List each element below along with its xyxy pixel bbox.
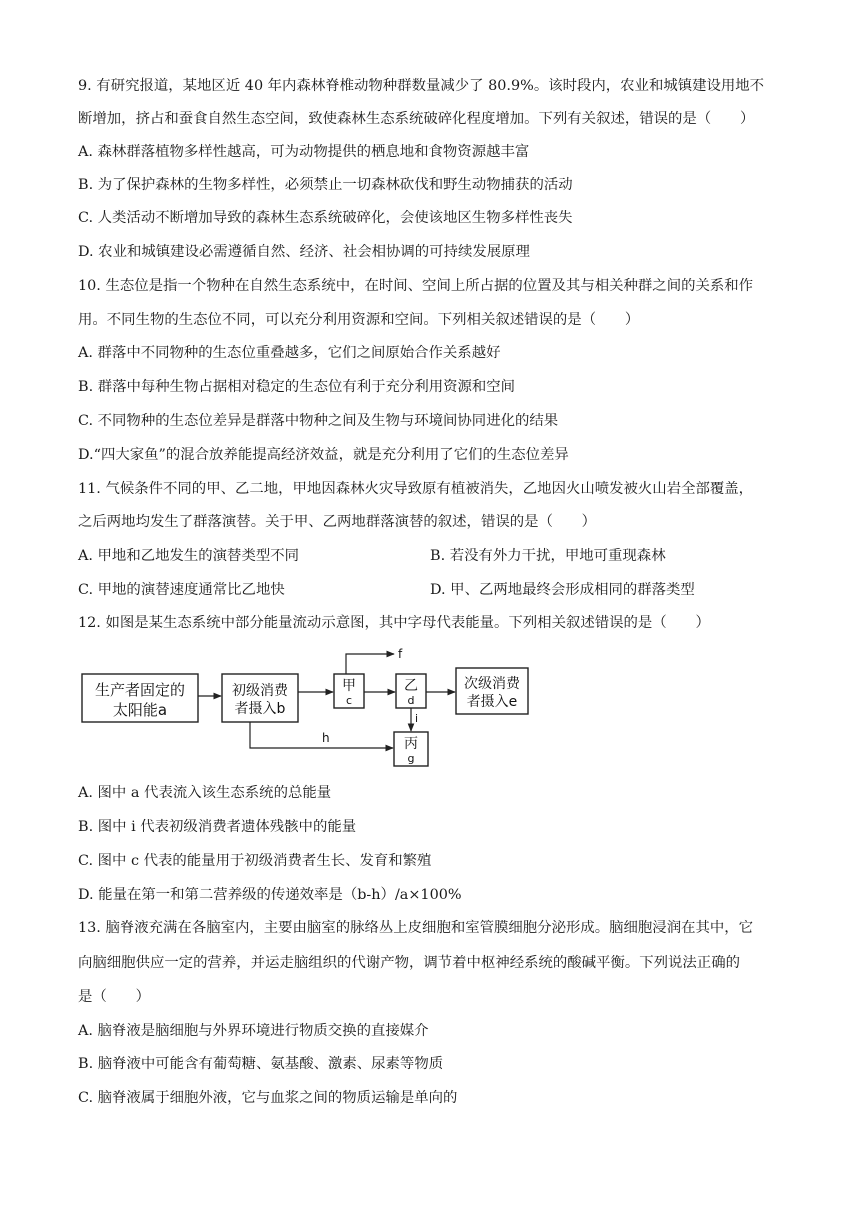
q9-stem-line1: 9. 有研究报道，某地区近 40 年内森林脊椎动物种群数量减少了 80.9%。该时段内，农业和城镇建设用地不 xyxy=(78,78,765,94)
label-h: h xyxy=(322,731,330,745)
yi-box xyxy=(396,674,426,708)
q12-option-b: B. 图中 i 代表初级消费者遗体残骸中的能量 xyxy=(78,819,357,835)
jia-box xyxy=(334,674,364,708)
q11-option-b: B. 若没有外力干扰，甲地可重现森林 xyxy=(430,548,666,564)
q13-stem-line1: 13. 脑脊液充满在各脑室内，主要由脑室的脉络丛上皮细胞和室管膜细胞分泌形成。脑细胞浸润在其中，它 xyxy=(78,920,754,936)
q9-stem-line2: 断增加，挤占和蚕食自然生态空间，致使森林生态系统破碎化程度增加。下列有关叙述，错误的是（ ） xyxy=(78,111,755,127)
q13-option-b: B. 脑脊液中可能含有葡萄糖、氨基酸、激素、尿素等物质 xyxy=(78,1056,444,1072)
q10-stem-line2: 用。不同生物的生态位不同，可以充分利用资源和空间。下列相关叙述错误的是（ ） xyxy=(78,312,640,328)
label-i: i xyxy=(415,712,419,725)
q13-option-a: A. 脑脊液是脑细胞与外界环境进行物质交换的直接媒介 xyxy=(78,1023,429,1039)
arrow-jia-to-f xyxy=(346,654,394,674)
jia-energy-c: c xyxy=(345,694,353,707)
energy-flow-diagram xyxy=(78,640,548,775)
secondary-consumer-label-line2: 者摄入e xyxy=(466,694,518,710)
q10-option-d: D.“四大家鱼”的混合放养能提高经济效益，就是充分利用了它们的生态位差异 xyxy=(78,447,569,463)
bing-label: 丙 xyxy=(404,736,418,752)
primary-consumer-label-line2: 者摄入b xyxy=(234,701,286,717)
q10-stem-line1: 10. 生态位是指一个物种在自然生态系统中，在时间、空间上所占据的位置及其与相关种群之间的关系和作 xyxy=(78,278,754,294)
q11-option-d: D. 甲、乙两地最终会形成相同的群落类型 xyxy=(430,582,695,598)
q9-option-a: A. 森林群落植物多样性越高，可为动物提供的栖息地和食物资源越丰富 xyxy=(78,144,530,160)
bing-energy-g: g xyxy=(407,752,415,765)
q10-option-b: B. 群落中每种生物占据相对稳定的生态位有利于充分利用资源和空间 xyxy=(78,379,516,395)
q11-stem-line1: 11. 气候条件不同的甲、乙二地，甲地因森林火灾导致原有植被消失，乙地因火山喷发被火山岩全部覆盖， xyxy=(78,481,754,497)
q11-option-a: A. 甲地和乙地发生的演替类型不同 xyxy=(78,548,300,564)
yi-energy-d: d xyxy=(407,694,415,707)
label-f: f xyxy=(398,647,403,661)
producer-label-line2: 太阳能a xyxy=(112,701,168,719)
q12-option-a: A. 图中 a 代表流入该生态系统的总能量 xyxy=(78,785,332,801)
q9-option-b: B. 为了保护森林的生物多样性，必须禁止一切森林砍伐和野生动物捕获的活动 xyxy=(78,177,573,193)
yi-label: 乙 xyxy=(404,678,418,694)
q10-option-c: C. 不同物种的生态位差异是群落中物种之间及生物与环境间协同进化的结果 xyxy=(78,413,559,429)
producer-label-line1: 生产者固定的 xyxy=(94,681,186,699)
q11-option-c: C. 甲地的演替速度通常比乙地快 xyxy=(78,582,285,598)
bing-box xyxy=(394,732,428,766)
q9-option-d: D. 农业和城镇建设必需遵循自然、经济、社会相协调的可持续发展原理 xyxy=(78,244,530,260)
q13-stem-line3: 是（ ） xyxy=(78,989,150,1005)
q9-option-c: C. 人类活动不断增加导致的森林生态系统破碎化，会使该地区生物多样性丧失 xyxy=(78,210,573,226)
secondary-consumer-box xyxy=(456,668,528,714)
q12-option-c: C. 图中 c 代表的能量用于初级消费者生长、发育和繁殖 xyxy=(78,853,432,869)
primary-consumer-label-line1: 初级消费 xyxy=(232,683,288,699)
q10-option-a: A. 群落中不同物种的生态位重叠越多，它们之间原始合作关系越好 xyxy=(78,345,501,361)
q12-stem: 12. 如图是某生态系统中部分能量流动示意图，其中字母代表能量。下列相关叙述错误的是（ ） xyxy=(78,615,710,631)
q12-option-d: D. 能量在第一和第二营养级的传递效率是（b-h）/a×100% xyxy=(78,887,462,903)
secondary-consumer-label-line1: 次级消费 xyxy=(464,676,520,692)
q11-stem-line2: 之后两地均发生了群落演替。关于甲、乙两地群落演替的叙述，错误的是（ ） xyxy=(78,514,597,530)
jia-label: 甲 xyxy=(342,678,356,694)
q13-stem-line2: 向脑细胞供应一定的营养，并运走脑组织的代谢产物，调节着中枢神经系统的酸碱平衡。下列说法正确的 xyxy=(78,955,740,971)
primary-consumer-box xyxy=(222,674,298,722)
producer-box xyxy=(82,674,198,722)
q13-option-c: C. 脑脊液属于细胞外液，它与血浆之间的物质运输是单向的 xyxy=(78,1090,458,1106)
